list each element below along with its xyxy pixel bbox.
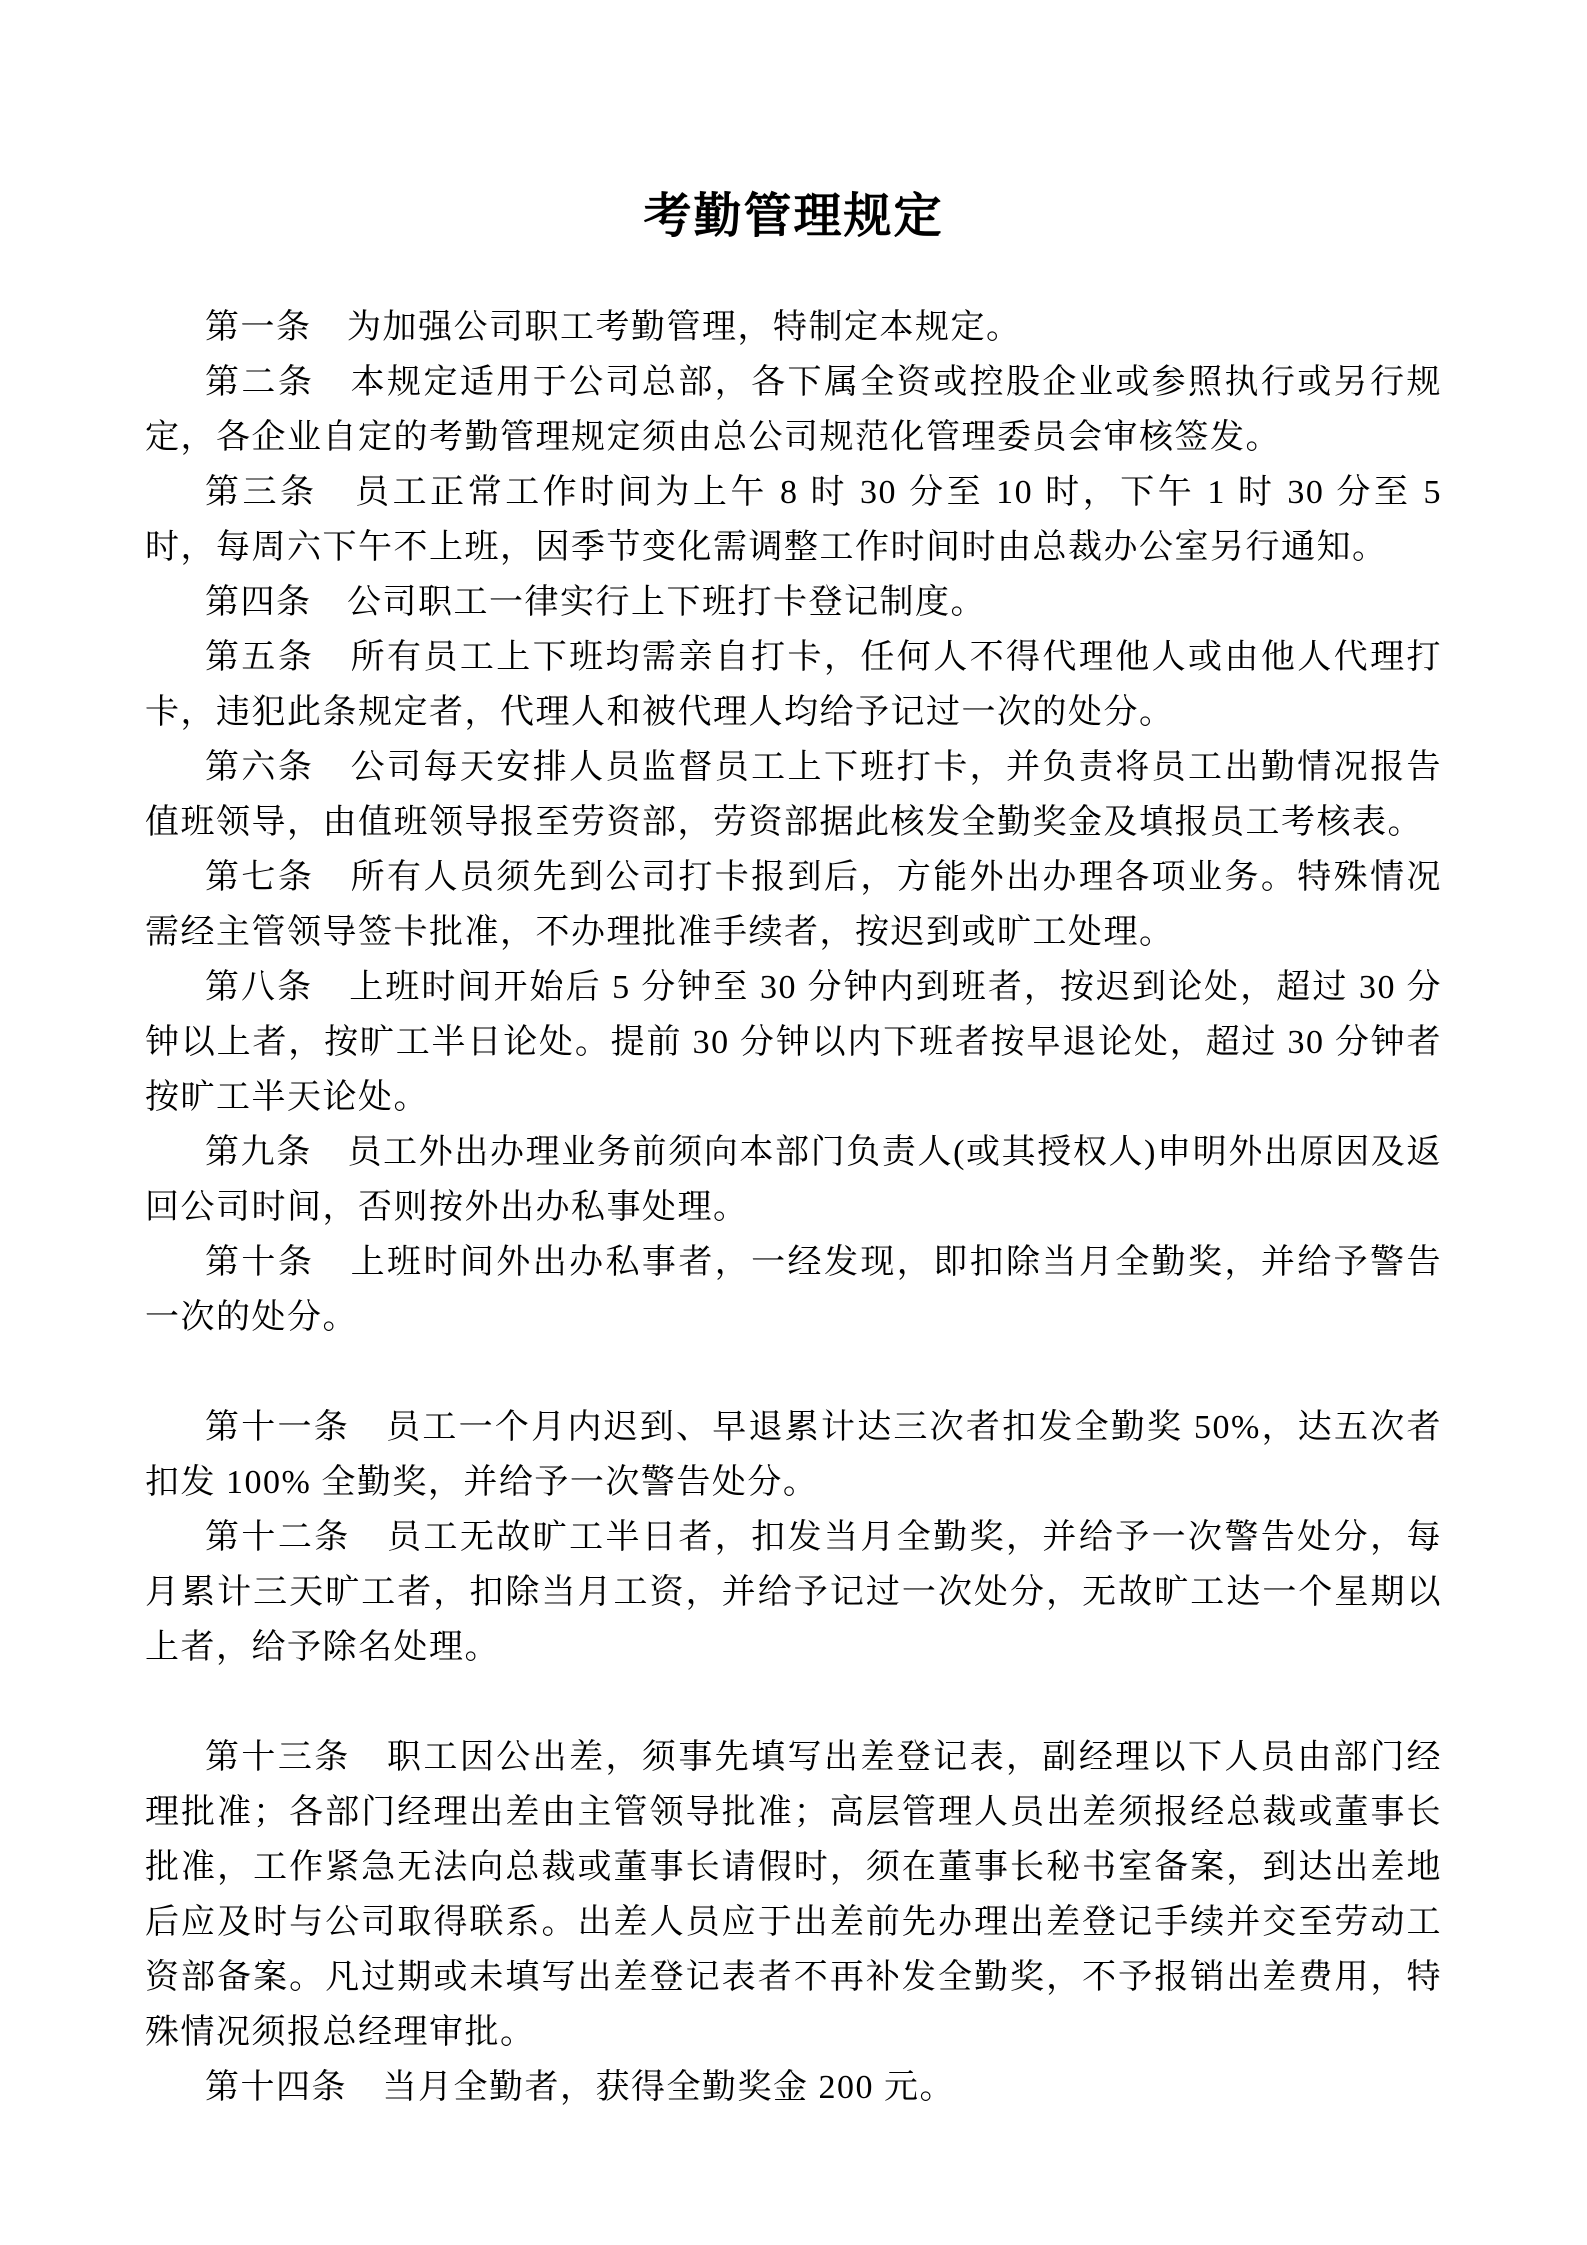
article-label: 第三条 <box>205 474 318 511</box>
article-label: 第十二条 <box>205 1519 351 1556</box>
article-label: 第六条 <box>205 749 315 786</box>
article-label: 第四条 <box>205 584 312 621</box>
article-text: 员工外出办理业务前须向本部门负责人(或其授权人)申明外出原因及返回公司时间，否则按外出办私事处理。 <box>145 1134 1442 1226</box>
article-paragraph <box>145 1125 1442 1235</box>
article-text: 所有员工上下班均需亲自打卡，任何人不得代理他人或由他人代理打卡，违犯此条规定者，代理人和被代理人均给予记过一次的处分。 <box>145 639 1443 731</box>
article-label: 第七条 <box>205 859 315 896</box>
article-label: 第九条 <box>205 1134 312 1171</box>
article-paragraph <box>145 355 1442 465</box>
article-text: 所有人员须先到公司打卡报到后，方能外出办理各项业务。特殊情况需经主管领导签卡批准，不办理批准手续者，按迟到或旷工处理。 <box>145 859 1443 951</box>
article-paragraph <box>145 465 1442 575</box>
document-title: 考勤管理规定 <box>643 190 944 243</box>
article-paragraph <box>145 850 1442 960</box>
article-paragraph <box>145 1235 1442 1345</box>
article-label: 第十一条 <box>205 1409 350 1446</box>
article-label: 第十三条 <box>205 1739 351 1776</box>
document-body <box>145 300 1442 2115</box>
article-paragraph <box>145 1730 1442 2060</box>
article-label: 第一条 <box>205 309 312 346</box>
article-paragraph <box>145 1400 1442 1510</box>
article-text: 上班时间外出办私事者，一经发现，即扣除当月全勤奖，并给予警告一次的处分。 <box>145 1244 1443 1336</box>
article-label: 第二条 <box>205 364 315 401</box>
article-text: 本规定适用于公司总部，各下属全资或控股企业或参照执行或另行规定，各企业自定的考勤管理规定须由总公司规范化管理委员会审核签发。 <box>145 364 1443 456</box>
article-label: 第八条 <box>205 969 314 1006</box>
article-text: 职工因公出差，须事先填写出差登记表，副经理以下人员由部门经理批准；各部门经理出差由主管领导批准；高层管理人员出差须报经总裁或董事长批准，工作紧急无法向总裁或董事长请假时，须在董事长秘书室备案，到达出差地后应及时与公司取得联系。出差人员应于出差前先办理出差登记手续并交至劳动工资部备案。凡过期或未填写出差登记表者不再补发全勤奖，不予报销出差费用，特殊情况须报总经理审批。 <box>145 1739 1443 2051</box>
article-text: 当月全勤者，获得全勤奖金 200 元。 <box>347 2069 955 2106</box>
article-text: 公司每天安排人员监督员工上下班打卡，并负责将员工出勤情况报告值班领导，由值班领导报至劳资部，劳资部据此核发全勤奖金及填报员工考核表。 <box>145 749 1443 841</box>
article-label: 第五条 <box>205 639 315 676</box>
article-paragraph <box>145 740 1442 850</box>
article-text: 上班时间开始后 5 分钟至 30 分钟内到班者，按迟到论处，超过 30 分钟以上者，按旷工半日论处。提前 30 分钟以内下班者按早退论处，超过 30 分钟者按旷工半天论处。 <box>145 969 1442 1116</box>
article-paragraph <box>145 630 1442 740</box>
article-text: 员工无故旷工半日者，扣发当月全勤奖，并给予一次警告处分，每月累计三天旷工者，扣除当月工资，并给予记过一次处分，无故旷工达一个星期以上者，给予除名处理。 <box>145 1519 1443 1666</box>
article-paragraph <box>145 575 1442 630</box>
article-paragraph <box>145 960 1442 1125</box>
article-paragraph <box>145 2060 1442 2115</box>
article-text: 员工正常工作时间为上午 8 时 30 分至 10 时，下午 1 时 30 分至 5 时，每周六下午不上班，因季节变化需调整工作时间时由总裁办公室另行通知。 <box>145 474 1443 566</box>
article-text: 为加强公司职工考勤管理，特制定本规定。 <box>311 309 1022 346</box>
article-paragraph <box>145 1510 1442 1675</box>
article-label: 第十四条 <box>205 2069 347 2106</box>
article-text: 员工一个月内迟到、早退累计达三次者扣发全勤奖 50%，达五次者扣发 100% 全勤奖，并给予一次警告处分。 <box>145 1409 1442 1501</box>
article-label: 第十条 <box>205 1244 315 1281</box>
article-text: 公司职工一律实行上下班打卡登记制度。 <box>311 584 986 621</box>
article-paragraph <box>145 300 1442 355</box>
